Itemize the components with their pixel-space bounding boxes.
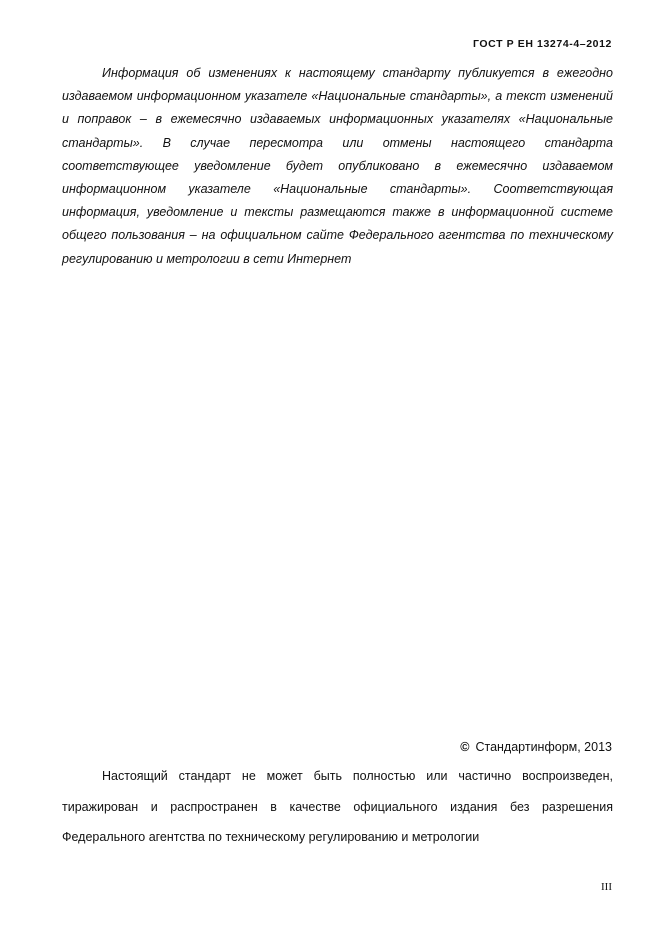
copyright-icon: © <box>460 740 470 754</box>
document-header <box>473 38 612 50</box>
standard-code: ГОСТ Р ЕН 13274-4–2012 <box>473 38 612 50</box>
copyright-line <box>460 740 612 754</box>
reproduction-notice-paragraph: Настоящий стандарт не может быть полностью или частично воспроизведен, тиражирован и распространен в качестве официального издания без разрешения Федерального агентства по техническому регулированию и метрологии <box>62 769 613 844</box>
copyright-text: Стандартинформ, 2013 <box>475 740 612 754</box>
amendment-notice-paragraph: Информация об изменениях к настоящему стандарту публикуется в ежегодно издаваемом информационном указателе «Национальные стандарты», а текст изменений и поправок – в ежемесячно издаваемых информационных указателях «Национальные стандарты». В случае пересмотра или отмены настоящего стандарта соответствующее уведомление будет опубликовано в ежемесячно издаваемом информационном указателе «Национальные стандарты». Соответствующая информация, уведомление и тексты размещаются также в информационной системе общего пользования – на официальном сайте Федерального агентства по техническому регулированию и метрологии в сети Интернет <box>62 66 613 266</box>
page-number: III <box>601 881 612 893</box>
